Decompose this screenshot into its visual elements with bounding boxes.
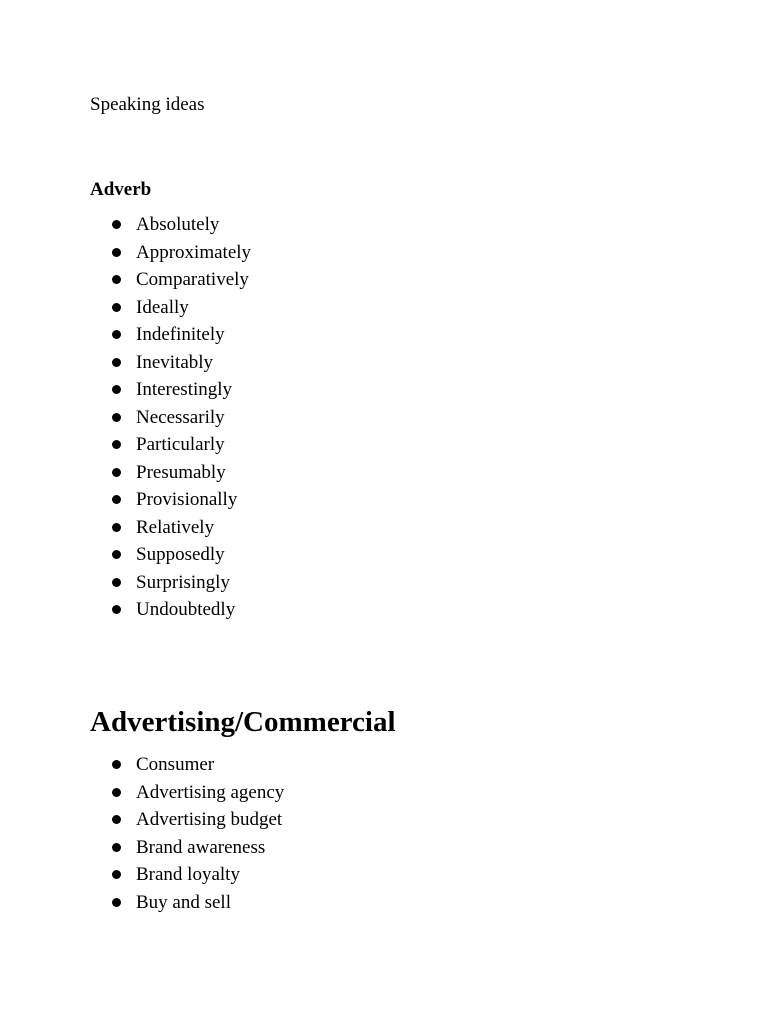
- list-item: [112, 459, 251, 487]
- bullet-icon: [112, 870, 121, 879]
- list-item: [112, 569, 251, 597]
- list-item-text: Brand loyalty: [136, 864, 240, 885]
- list-item-text: Consumer: [136, 754, 215, 775]
- bullet-icon: [112, 523, 121, 532]
- list-item: [112, 211, 251, 239]
- bullet-icon: [112, 358, 121, 367]
- bullet-icon: [112, 385, 121, 394]
- bullet-icon: [112, 248, 121, 257]
- list-item: [112, 266, 251, 294]
- list-item-text: Presumably: [136, 461, 226, 483]
- bullet-icon: [112, 605, 121, 614]
- list-item: [112, 541, 251, 569]
- bullet-icon: [112, 330, 121, 339]
- section-heading-advertising: Advertising/Commercial: [90, 706, 396, 738]
- list-item: [112, 239, 251, 267]
- list-item-text: Indefinitely: [136, 324, 225, 345]
- list-item: [112, 486, 251, 514]
- bullet-icon: [112, 550, 121, 559]
- bullet-icon: [112, 303, 121, 312]
- list-item-text: Provisionally: [136, 489, 238, 510]
- bullet-icon: [112, 468, 121, 477]
- list-item: [112, 514, 251, 542]
- list-item-text: Absolutely: [136, 214, 220, 235]
- list-item: [112, 294, 251, 322]
- bullet-icon: [112, 760, 121, 769]
- bullet-icon: [112, 898, 121, 907]
- list-item-text: Approximately: [136, 241, 252, 263]
- list-item: [112, 321, 251, 349]
- list-item-text: Advertising agency: [136, 781, 285, 803]
- list-item: [112, 889, 284, 917]
- list-item-text: Inevitably: [136, 351, 214, 373]
- bullet-icon: [112, 495, 121, 504]
- section-heading-adverb: Adverb: [90, 179, 152, 200]
- list-item: [112, 779, 284, 807]
- list-item: [112, 806, 284, 834]
- bullet-icon: [112, 815, 121, 824]
- list-item-text: Relatively: [136, 516, 215, 538]
- bullet-icon: [112, 578, 121, 587]
- bullet-icon: [112, 413, 121, 422]
- list-item-text: Surprisingly: [136, 571, 230, 593]
- list-item: [112, 376, 251, 404]
- adverb-list: [112, 211, 251, 624]
- list-item-text: Ideally: [136, 296, 189, 318]
- list-item: [112, 431, 251, 459]
- list-item-text: Buy and sell: [136, 891, 231, 913]
- list-item-text: Particularly: [136, 434, 225, 455]
- list-item: [112, 404, 251, 432]
- list-item: [112, 596, 251, 624]
- list-item-text: Supposedly: [136, 544, 225, 565]
- list-item: [112, 861, 284, 889]
- list-item-text: Undoubtedly: [136, 599, 236, 620]
- bullet-icon: [112, 220, 121, 229]
- list-item: [112, 349, 251, 377]
- bullet-icon: [112, 843, 121, 852]
- bullet-icon: [112, 788, 121, 797]
- bullet-icon: [112, 440, 121, 449]
- list-item: [112, 834, 284, 862]
- list-item: [112, 751, 284, 779]
- advertising-list: [112, 751, 284, 916]
- list-item-text: Advertising budget: [136, 809, 283, 830]
- list-item-text: Necessarily: [136, 406, 225, 428]
- list-item-text: Interestingly: [136, 379, 233, 400]
- list-item-text: Comparatively: [136, 269, 249, 290]
- document-title: Speaking ideas: [90, 94, 205, 115]
- list-item-text: Brand awareness: [136, 836, 266, 858]
- bullet-icon: [112, 275, 121, 284]
